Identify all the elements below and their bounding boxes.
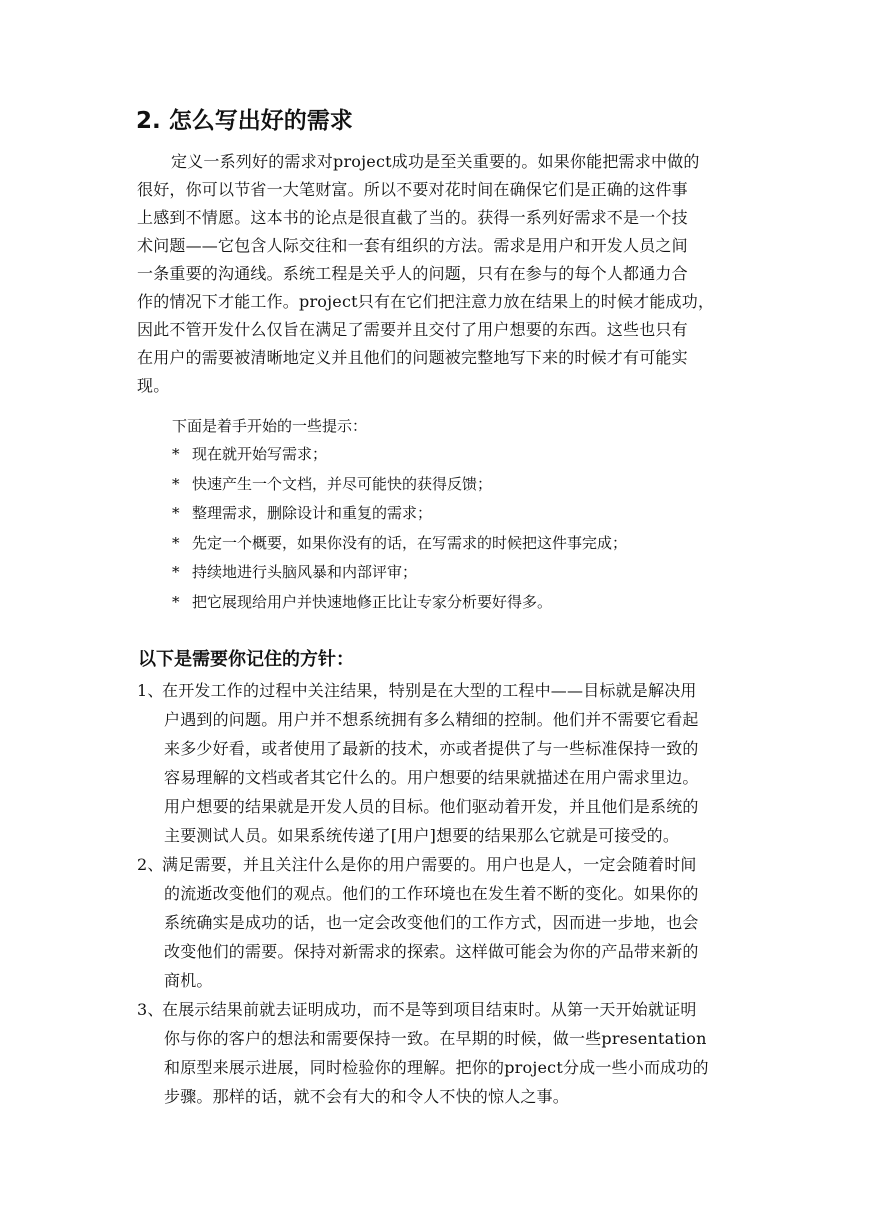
guideline-line: 在展示结果前就去证明成功，而不是等到项目结束时。从第一天开始就证明 — [162, 1000, 697, 1019]
intro-line: 因此不管开发什么仅旨在满足了需要并且交付了用户想要的东西。这些也只有 — [137, 320, 688, 339]
tip-text: 持续地进行头脑风暴和内部评审； — [192, 563, 418, 581]
guideline-line: 商机。 — [164, 971, 213, 990]
bullet-star: * — [172, 474, 180, 493]
intro-line: 作的情况下才能工作。project只有在它们把注意力放在结果上的时候才能成功， — [137, 292, 715, 311]
guideline-item — [137, 676, 737, 850]
intro-line: 术问题——它包含人际交往和一套有组织的方法。需求是用户和开发人员之间 — [137, 236, 688, 255]
bullet-star: * — [172, 445, 180, 463]
bullet-star: * — [172, 592, 180, 611]
intro-line: 在用户的需要被清晰地定义并且他们的问题被完整地写下来的时候才有可能实 — [137, 348, 688, 367]
guideline-item — [137, 995, 737, 1111]
intro-line: 一条重要的沟通线。系统工程是关乎人的问题，只有在参与的每个人都通力合 — [137, 264, 688, 283]
tip-text: 整理需求，删除设计和重复的需求； — [192, 504, 433, 522]
list-item — [172, 470, 627, 500]
list-item — [172, 499, 627, 529]
tip-text: 把它展现给用户并快速地修正比让专家分析要好得多。 — [192, 592, 553, 611]
section-heading: 2. 怎么写出好的需求 — [136, 108, 353, 134]
tip-text: 快速产生一个文档，并尽可能快的获得反馈； — [192, 474, 493, 493]
list-item — [172, 558, 627, 588]
guideline-line: 用户想要的结果就是开发人员的目标。他们驱动着开发，并且他们是系统的 — [164, 797, 699, 816]
guideline-line: 在开发工作的过程中关注结果，特别是在大型的工程中——目标就是解决用 — [162, 681, 697, 700]
bullet-star: * — [172, 504, 180, 522]
guideline-line: 和原型来展示进展，同时检验你的理解。把你的project分成一些小而成功的 — [164, 1058, 709, 1077]
guideline-number: 1、 — [137, 681, 164, 700]
bullet-star: * — [172, 533, 180, 552]
guideline-line: 来多少好看，或者使用了最新的技术，亦或者提供了与一些标准保持一致的 — [164, 739, 699, 758]
guideline-number: 2、 — [137, 855, 164, 874]
intro-line: 上感到不情愿。这本书的论点是很直截了当的。获得一系列好需求不是一个技 — [137, 208, 688, 227]
list-item — [172, 529, 627, 559]
intro-line: 现。 — [137, 376, 170, 395]
tips-list — [172, 440, 627, 617]
guideline-item — [137, 850, 737, 995]
tip-text: 现在就开始写需求； — [192, 445, 328, 463]
list-item — [172, 588, 627, 618]
bullet-star: * — [172, 563, 180, 581]
intro-line: 很好，你可以节省一大笔财富。所以不要对花时间在确保它们是正确的这件事 — [137, 180, 688, 199]
guidelines-heading: 以下是需要你记住的方针： — [138, 649, 354, 670]
guideline-line: 户遇到的问题。用户并不想系统拥有多么精细的控制。他们并不需要它看起 — [164, 710, 699, 729]
tip-text: 先定一个概要，如果你没有的话，在写需求的时候把这件事完成； — [192, 533, 628, 552]
guidelines-list — [137, 676, 737, 1111]
guideline-line: 系统确实是成功的话，也一定会改变他们的工作方式，因而进一步地，也会 — [164, 913, 699, 932]
guideline-line: 主要测试人员。如果系统传递了[用户]想要的结果那么它就是可接受的。 — [164, 826, 680, 845]
guideline-line: 容易理解的文档或者其它什么的。用户想要的结果就描述在用户需求里边。 — [164, 768, 699, 787]
intro-paragraph — [137, 148, 737, 400]
tips-lead: 下面是着手开始的一些提示： — [172, 417, 368, 435]
guideline-line: 你与你的客户的想法和需要保持一致。在早期的时候，做一些presentation — [164, 1029, 707, 1048]
guideline-line: 步骤。那样的话，就不会有大的和令人不快的惊人之事。 — [164, 1087, 570, 1106]
guideline-number: 3、 — [137, 1000, 164, 1019]
guideline-line: 满足需要，并且关注什么是你的用户需要的。用户也是人，一定会随着时间 — [162, 855, 697, 874]
guideline-line: 的流逝改变他们的观点。他们的工作环境也在发生着不断的变化。如果你的 — [164, 884, 699, 903]
guideline-line: 改变他们的需要。保持对新需求的探索。这样做可能会为你的产品带来新的 — [164, 942, 699, 961]
intro-line: 定义一系列好的需求对project成功是至关重要的。如果你能把需求中做的 — [171, 152, 700, 171]
list-item — [172, 440, 627, 470]
